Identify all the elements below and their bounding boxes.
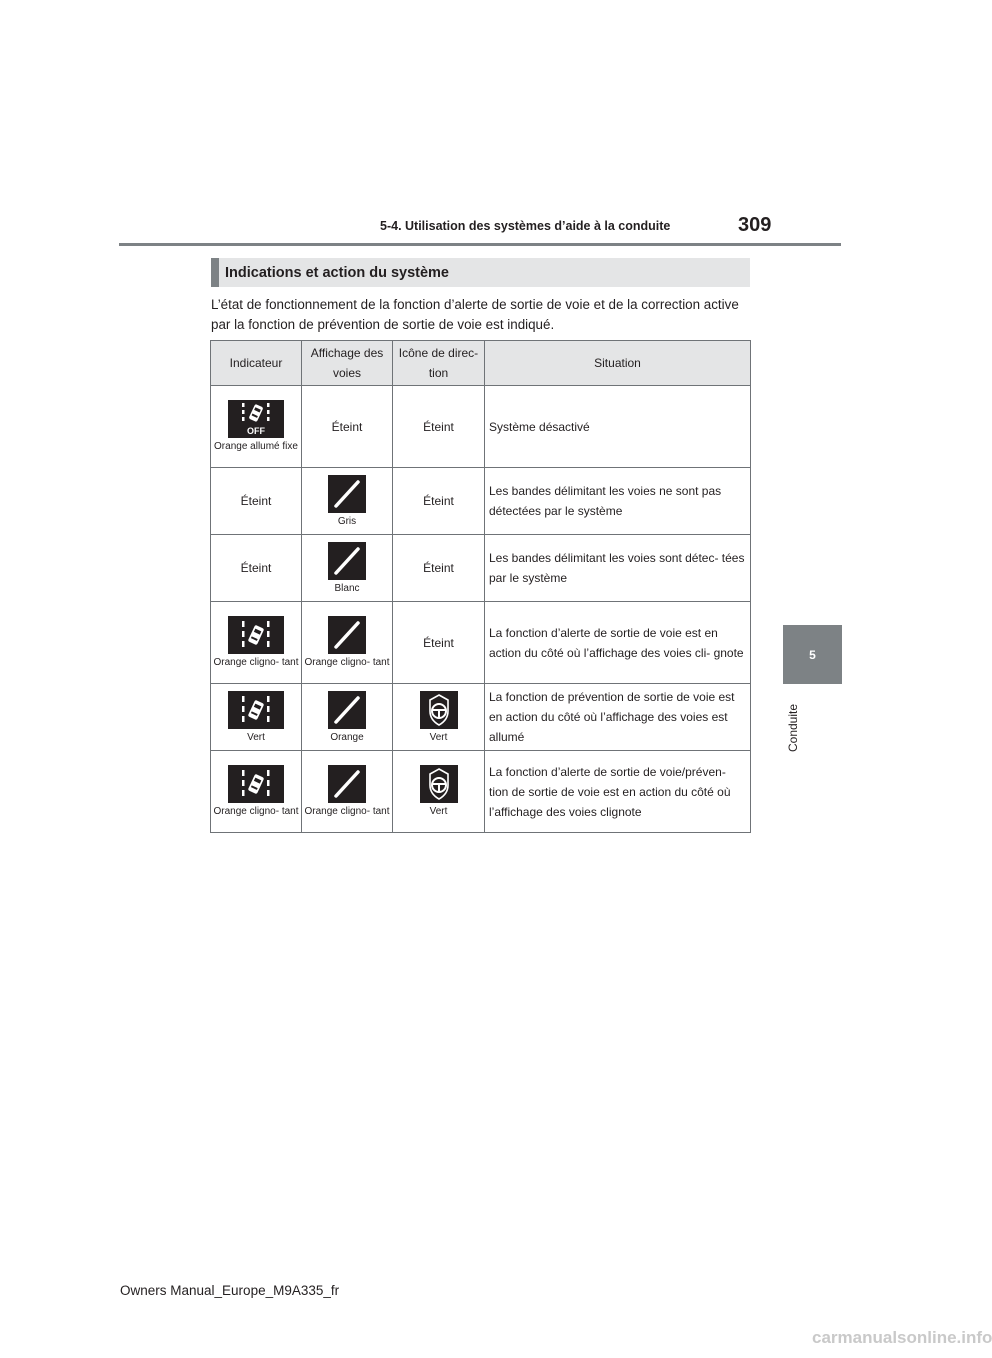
direction-caption: Vert <box>429 731 448 743</box>
indicator-cell: Éteint <box>211 468 302 535</box>
header-lane-display: Affichage des voies <box>302 341 393 386</box>
direction-icon-cell <box>393 751 485 833</box>
lane-line-icon <box>328 691 366 729</box>
header-divider <box>119 243 841 246</box>
lane-caption: Orange cligno- tant <box>304 657 390 668</box>
situation-cell: La fonction d’alerte de sortie de voie est en action du côté où l’affichage des voies cli- gnote <box>485 602 751 684</box>
chapter-side-label-text: Conduite <box>786 703 800 752</box>
indicator-caption: Orange cligno- tant <box>213 806 299 817</box>
lane-display-cell: Éteint <box>302 386 393 468</box>
lane-departure-icon <box>228 616 284 654</box>
direction-icon-cell: Éteint <box>393 468 485 535</box>
section-heading <box>211 258 750 287</box>
lane-caption: Gris <box>337 515 357 527</box>
page-number: 309 <box>738 214 772 236</box>
chapter-side-label <box>786 692 802 752</box>
header-situation: Situation <box>485 341 751 386</box>
situation-cell: Les bandes délimitant les voies sont détec- tées par le système <box>485 535 751 602</box>
lane-departure-icon <box>228 691 284 729</box>
direction-caption: Vert <box>429 806 448 817</box>
indicator-cell <box>211 602 302 684</box>
indication-table <box>210 340 751 833</box>
lane-line-icon <box>328 616 366 654</box>
intro-paragraph: L’état de fonctionnement de la fonction d’alerte de sortie de voie et de la correction active par la fonction de prévention de sortie de voie est indiqué. <box>211 297 739 332</box>
section-heading-bar <box>211 258 219 287</box>
lane-caption: Orange cligno- tant <box>304 806 390 817</box>
lane-departure-icon <box>228 765 284 803</box>
lane-display-cell <box>302 468 393 535</box>
table-row <box>211 535 751 602</box>
direction-icon-cell: Éteint <box>393 535 485 602</box>
document-footer: Owners Manual_Europe_M9A335_fr <box>120 1283 340 1298</box>
steering-wheel-icon <box>420 691 458 729</box>
situation-cell: La fonction d’alerte de sortie de voie/préven- tion de sortie de voie est en action du côté où l’affichage des voies clignote <box>485 751 751 833</box>
situation-cell: Les bandes délimitant les voies ne sont pas détectées par le système <box>485 468 751 535</box>
table-row <box>211 386 751 468</box>
lane-display-cell <box>302 684 393 751</box>
situation-cell: La fonction de prévention de sortie de voie est en action du côté où l’affichage des voies est allumé <box>485 684 751 751</box>
lane-line-icon <box>328 475 366 513</box>
lane-line-icon <box>328 542 366 580</box>
indicator-caption: Vert <box>247 731 265 743</box>
watermark: carmanualsonline.info <box>812 1328 992 1347</box>
table-row <box>211 684 751 751</box>
direction-icon-cell <box>393 684 485 751</box>
indicator-cell <box>211 386 302 468</box>
lane-line-icon <box>328 765 366 803</box>
steering-wheel-icon <box>420 765 458 803</box>
table-row <box>211 468 751 535</box>
table-row <box>211 602 751 684</box>
lane-caption: Blanc <box>334 582 360 594</box>
table-header-row <box>211 341 751 386</box>
indicator-cell <box>211 751 302 833</box>
indicator-caption: Orange cligno- tant <box>213 657 299 668</box>
header-indicator: Indicateur <box>211 341 302 386</box>
indicator-cell <box>211 684 302 751</box>
lane-display-cell <box>302 535 393 602</box>
chapter-header: 5-4. Utilisation des systèmes d’aide à la conduite <box>380 219 671 233</box>
chapter-tab: 5 <box>783 625 842 684</box>
table-row <box>211 751 751 833</box>
section-heading-text: Indications et action du système <box>225 264 449 281</box>
lane-display-cell <box>302 751 393 833</box>
off-label: OFF <box>247 426 265 436</box>
header-direction-icon: Icône de direc- tion <box>393 341 485 386</box>
indicator-cell: Éteint <box>211 535 302 602</box>
indicator-caption: Orange allumé fixe <box>214 441 298 452</box>
lane-caption: Orange <box>330 731 364 743</box>
direction-icon-cell: Éteint <box>393 386 485 468</box>
lane-display-cell <box>302 602 393 684</box>
situation-cell: Système désactivé <box>485 386 751 468</box>
direction-icon-cell: Éteint <box>393 602 485 684</box>
lane-departure-off-icon <box>228 400 284 438</box>
